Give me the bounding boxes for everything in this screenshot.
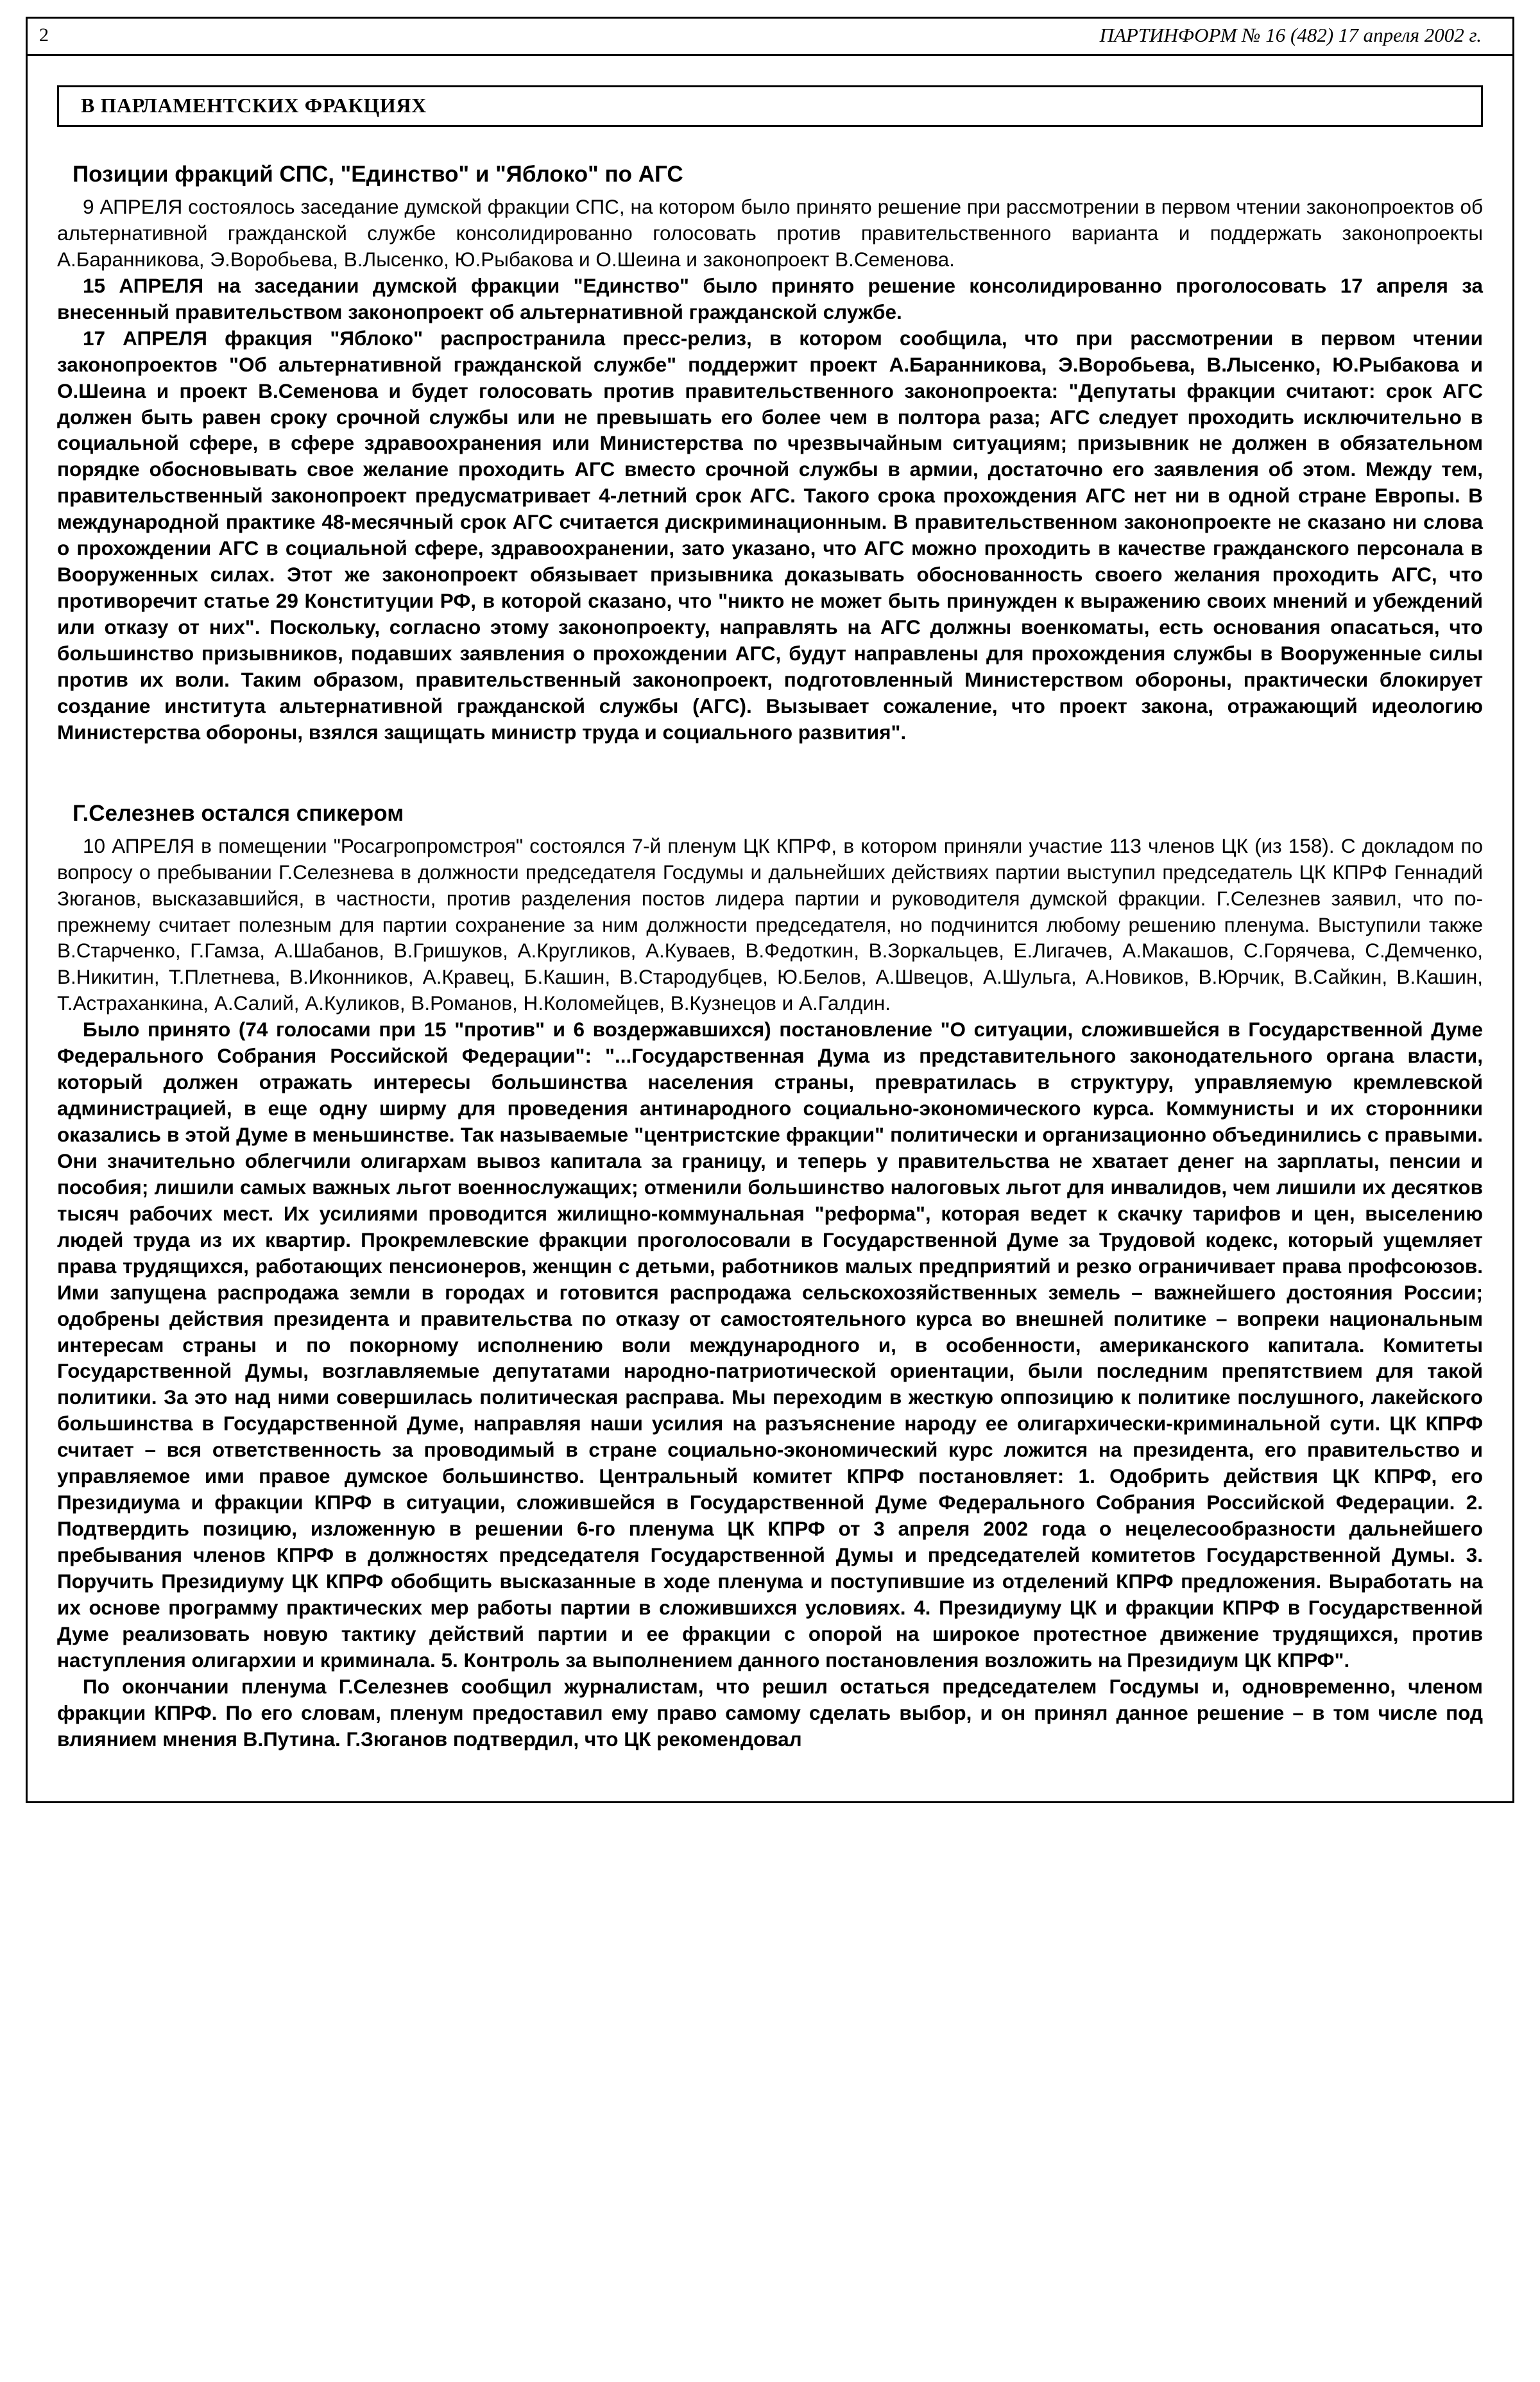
issue-line: ПАРТИНФОРМ № 16 (482) 17 апреля 2002 г. bbox=[1099, 24, 1482, 46]
article-paragraph: 10 АПРЕЛЯ в помещении "Росагропромстроя" состоялся 7-й пленум ЦК КПРФ, в котором приняли участие 113 членов ЦК (из 158). С докладом по вопросу о пребывании Г.Селезнева в должности председателя Госдумы и дальнейших действиях партии выступил председатель ЦК КПРФ Геннадий Зюганов, высказавшийся, в частности, против разделения постов лидера партии и руководителя думской фракции. Г.Селезнев заявил, что по-прежнему считает полезным для партии сохранение за ним должности председателя, но подчинится любому решению пленума. Выступили также В.Старченко, Г.Гамза, А.Шабанов, В.Гришуков, А.Кругликов, А.Куваев, В.Федоткин, В.Зоркальцев, Е.Лигачев, А.Макашов, С.Горячева, С.Демченко, В.Никитин, Т.Плетнева, В.Иконников, А.Кравец, Б.Кашин, В.Стародубцев, Ю.Белов, А.Швецов, А.Шульга, А.Новиков, В.Юрчик, В.Сайкин, В.Кашин, Т.Астраханкина, А.Салий, А.Куликов, В.Романов, Н.Коломейцев, В.Кузнецов и А.Галдин. bbox=[57, 834, 1483, 1015]
section-header bbox=[57, 85, 1483, 127]
article-spacer bbox=[57, 775, 1483, 801]
article bbox=[57, 162, 1483, 746]
article-paragraph: 15 АПРЕЛЯ на заседании думской фракции "Единство" было принято решение консолидированно проголосовать 17 апреля за внесенный правительством законопроект об альтернативной гражданской службе. bbox=[57, 273, 1483, 323]
section-title: В ПАРЛАМЕНТСКИХ ФРАКЦИЯХ bbox=[81, 94, 427, 117]
article-paragraph: По окончании пленума Г.Селезнев сообщил журналистам, что решил остаться председателем Госдумы и, одновременно, членом фракции КПРФ. По его словам, пленум предоставил ему право самому сделать выбор, и он принял данное решение – в том числе под влиянием мнения В.Путина. Г.Зюганов подтвердил, что ЦК рекомендовал bbox=[57, 1674, 1483, 1751]
article-title: Позиции фракций СПС, "Единство" и "Яблоко" по АГС bbox=[73, 162, 683, 187]
running-head bbox=[28, 19, 1512, 56]
article-title: Г.Селезнев остался спикером bbox=[73, 800, 404, 826]
article-paragraph: 9 АПРЕЛЯ состоялось заседание думской фракции СПС, на котором было принято решение при рассмотрении в первом чтении законопроектов об альтернативной гражданской службе консолидированно голосовать против правительственного варианта и поддержать законопроекты А.Баранникова, Э.Воробьева, В.Лысенко, Ю.Рыбакова и О.Шеина и законопроект В.Семенова. bbox=[57, 195, 1483, 271]
page-number: 2 bbox=[39, 24, 49, 46]
article-paragraph: 17 АПРЕЛЯ фракция "Яблоко" распространила пресс-релиз, в котором сообщила, что при рассмотрении в первом чтении законопроектов "Об альтернативной гражданской службе" поддержит проект А.Баранникова, Э.Воробьева, В.Лысенко, Ю.Рыбакова и О.Шеина и проект В.Семенова и будет голосовать против правительственного законопроекта: "Депутаты фракции считают: срок АГС должен быть равен сроку срочной службы или не превышать его более чем в полтора раза; АГС следует проходить исключительно в социальной сфере, в сфере здравоохранения или Министерства по чрезвычайным ситуациям; призывник не должен в обязательном порядке обосновывать свое желание проходить АГС вместо срочной службы в армии, достаточно его заявления об этом. Между тем, правительственный законопроект предусматривает 4-летний срок АГС. Такого срока прохождения АГС нет ни в одной стране Европы. В международной практике 48-месячный срок АГС считается дискриминационным. В правительственном законопроекте не сказано ни слова о прохождении АГС в социальной сфере, здравоохранении, зато указано, что АГС можно проходить в качестве гражданского персонала в Вооруженных силах. Этот же законопроект обязывает призывника доказывать обоснованность своего желания проходить АГС, что противоречит статье 29 Конституции РФ, в которой сказано, что "никто не может быть принужден к выражению своих мнений и убеждений или отказу от них". Поскольку, согласно этому законопроекту, направлять на АГС должны военкоматы, есть основания опасаться, что большинство призывников, подавших заявления о прохождении АГС, будут направлены для прохождения службы в Вооруженные силы против их воли. Таким образом, правительственный законопроект, подготовленный Министерством обороны, практически блокирует создание института альтернативной гражданской службы (АГС). Вызывает сожаление, что проект закона, отражающий идеологию Министерства обороны, взялся защищать министр труда и социального развития". bbox=[57, 326, 1483, 744]
article-paragraph: Было принято (74 голосами при 15 "против" и 6 воздержавшихся) постановление "О ситуации, сложившейся в Государственной Думе Федерального Собрания Российской Федерации": "...Государственная Дума из представительного законодательного органа власти, который должен отражать интересы большинства населения страны, превратилась в структуру, управляемую кремлевской администрацией, в еще одну ширму для проведения антинародного социально-экономического курса. Коммунисты и их сторонники оказались в этой Думе в меньшинстве. Так называемые "центристские фракции" политически и организационно объединились с правыми. Они значительно облегчили олигархам вывоз капитала за границу, и теперь у правительства не хватает денег на зарплаты, пенсии и пособия; лишили самых важных льгот военнослужащих; отменили большинство налоговых льгот для инвалидов, чем лишили их десятков тысяч рабочих мест. Их усилиями проводится жилищно-коммунальная "реформа", которая ведет к скачку тарифов и цен, выселению людей труда из их квартир. Прокремлевские фракции проголосовали в Государственной Думе за Трудовой кодекс, который ущемляет права трудящихся, работающих пенсионеров, женщин с детьми, работников малых предприятий и резко ограничивает права профсоюзов. Ими запущена распродажа земли в городах и готовится распродажа сельскохозяйственных земель – важнейшего достояния России; одобрены действия президента и правительства по отказу от самостоятельного курса во внешней политике – вопреки национальным интересам страны и по покорному исполнению воли международного и, в особенности, американского капитала. Комитеты Государственной Думы, возглавляемые депутатами народно-патриотической ориентации, были последним препятствием для такой политики. За это над ними совершилась политическая расправа. Мы переходим в жесткую оппозицию к политике послушного, лакейского большинства в Государственной Думе, направляя наши усилия на разъяснение народу ее олигархически-криминальной сути. ЦК КПРФ считает – вся ответственность за проводимый в стране социально-экономический курс ложится на президента, его правительство и управляемое ими правое думское большинство. Центральный комитет КПРФ постановляет: 1. Одобрить действия ЦК КПРФ, его Президиума и фракции КПРФ в ситуации, сложившейся в Государственной Думе Федерального Собрания Российской Федерации. 2. Подтвердить позицию, изложенную в решении 6-го пленума ЦК КПРФ от 3 апреля 2002 года о нецелесообразности дальнейшего пребывания членов КПРФ в должностях председателя Государственной Думы и председателей комитетов Государственной Думы. 3. Поручить Президиуму ЦК КПРФ обобщить высказанные в ходе пленума и поступившие из отделений КПРФ предложения. Выработать на их основе программу практических мер работы партии в сложившихся условиях. 4. Президиуму ЦК и фракции КПРФ в Государственной Думе реализовать новую тактику действий партии и ее фракции с опорой на широкое протестное движение трудящихся, против наступления олигархии и криминала. 5. Контроль за выполнением данного постановления возложить на Президиум ЦК КПРФ". bbox=[57, 1018, 1483, 1672]
page-frame bbox=[26, 17, 1514, 1803]
body-area bbox=[28, 56, 1512, 1801]
article bbox=[57, 801, 1483, 1752]
